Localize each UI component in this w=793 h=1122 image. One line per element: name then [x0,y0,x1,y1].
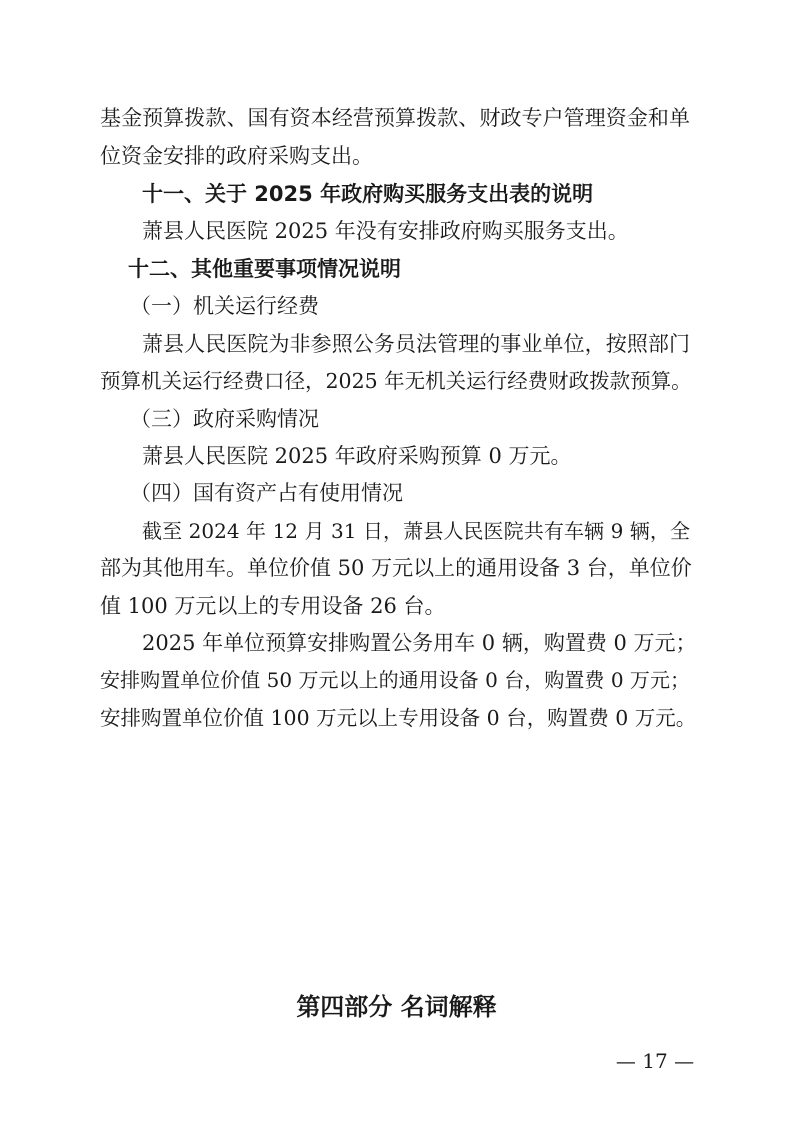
intro-line-2: 位资金安排的政府采购支出。 [100,144,373,168]
intro-line-1: 基金预算拨款、国有资本经营预算拨款、财政专户管理资金和单 [100,106,690,130]
subsection-1-line-1: 萧县人民医院为非参照公务员法管理的事业单位，按照部门 [142,332,690,356]
subsection-4-heading: （四）国有资产占有使用情况 [130,481,403,505]
section-11-heading: 十一、关于 2025 年政府购买服务支出表的说明 [142,182,594,206]
subsection-3-heading: （三）政府采购情况 [130,407,319,431]
subsection-4-p1-line-2: 部为其他用车。单位价值 50 万元以上的通用设备 3 台，单位价 [100,556,692,580]
subsection-1-line-2: 预算机关运行经费口径，2025 年无机关运行经费财政拨款预算。 [100,369,692,393]
part-title: 第四部分 名词解释 [296,993,497,1021]
subsection-4-p1-line-3: 值 100 万元以上的专用设备 26 台。 [100,594,446,618]
subsection-4-p2-line-2: 安排购置单位价值 50 万元以上的通用设备 0 台，购置费 0 万元； [100,668,690,692]
section-11-text: 萧县人民医院 2025 年没有安排政府购买服务支出。 [142,219,629,243]
section-12-heading: 十二、其他重要事项情况说明 [128,257,401,281]
subsection-1-heading: （一）机关运行经费 [130,294,319,318]
page-number: — 17 — [615,1049,695,1073]
subsection-4-p1-line-1: 截至 2024 年 12 月 31 日，萧县人民医院共有车辆 9 辆，全 [142,519,690,543]
subsection-4-p2-line-3: 安排购置单位价值 100 万元以上专用设备 0 台，购置费 0 万元。 [100,706,697,730]
subsection-4-p2-line-1: 2025 年单位预算安排购置公务用车 0 辆，购置费 0 万元； [142,631,697,655]
subsection-3-text: 萧县人民医院 2025 年政府采购预算 0 万元。 [142,444,572,468]
